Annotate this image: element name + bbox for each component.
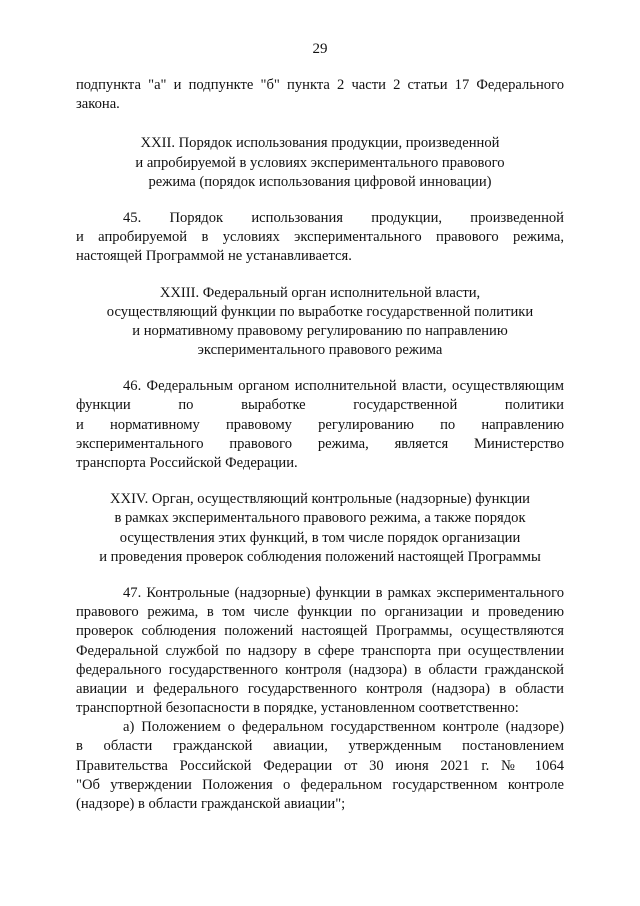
section-heading-23	[76, 284, 564, 361]
heading-line: экспериментального правового режима	[197, 342, 443, 359]
heading-line: осуществляющий функции по выработке государственной политики	[106, 303, 534, 320]
text-line: в области гражданской авиации, утвержденным постановлением	[76, 738, 564, 755]
document-body	[76, 76, 564, 814]
text-line: правового режима, в том числе функции по организации и проведению	[76, 604, 564, 621]
text-line: и апробируемой в условиях экспериментального правового режима,	[76, 229, 564, 246]
paragraph-47	[76, 584, 564, 718]
heading-line: осуществления этих функций, в том числе порядок организации	[119, 529, 521, 546]
text-line: 47. Контрольные (надзорные) функции в рамках экспериментального	[123, 584, 564, 601]
page-number: 29	[312, 41, 328, 57]
heading-line: XXII. Порядок использования продукции, произведенной	[140, 135, 500, 152]
text-line: подпункта "а" и подпункте "б" пункта 2 части 2 статьи 17 Федерального	[76, 77, 564, 93]
text-line: федерального государственного контроля (надзора) в области гражданской	[76, 661, 564, 678]
paragraph-46	[76, 377, 564, 473]
text-line: авиации и федерального государственного контроля (надзора) в области	[76, 680, 564, 697]
text-line: Правительства Российской Федерации от 30 июня 2021 г. № 1064	[76, 757, 564, 774]
text-line: 45. Порядок использования продукции, произведенной	[123, 209, 564, 226]
paragraph-45	[76, 209, 564, 267]
section-heading-24	[76, 490, 564, 567]
text-line: настоящей Программой не устанавливается.	[76, 248, 352, 265]
text-line: 46. Федеральным органом исполнительной власти, осуществляющим	[123, 378, 564, 395]
text-line: а) Положением о федеральном государственном контроле (надзоре)	[123, 719, 564, 736]
text-line: транспорта Российской Федерации.	[76, 455, 298, 471]
subparagraph-a	[76, 718, 564, 814]
text-line: функции по выработке государственной политики	[76, 397, 564, 414]
heading-line: и нормативному правовому регулированию по направлению	[132, 322, 508, 339]
heading-line: режима (порядок использования цифровой инновации)	[148, 173, 492, 190]
section-heading-22	[76, 134, 564, 192]
text-line: экспериментального правового режима, является Министерство	[76, 435, 564, 452]
text-line: закона.	[76, 96, 120, 113]
text-line: "Об утверждении Положения о федеральном государственном контроле	[76, 776, 564, 793]
text-line: (надзоре) в области гражданской авиации";	[76, 796, 346, 812]
heading-line: XXIII. Федеральный орган исполнительной власти,	[159, 284, 481, 301]
text-line: транспортной безопасности в порядке, установленном соответственно:	[76, 700, 519, 717]
heading-line: и апробируемой в условиях экспериментального правового	[135, 154, 505, 171]
heading-line: XXIV. Орган, осуществляющий контрольные (надзорные) функции	[109, 491, 530, 508]
heading-line: в рамках экспериментального правового режима, а также порядок	[114, 510, 526, 527]
intro-paragraph	[76, 76, 564, 114]
heading-line: и проведения проверок соблюдения положений настоящей Программы	[99, 548, 541, 565]
text-line: Федеральной службой по надзору в сфере транспорта при осуществлении	[76, 642, 564, 659]
text-line: и нормативному правовому регулированию по направлению	[76, 416, 564, 433]
text-line: проверок соблюдения положений настоящей Программы, осуществляются	[76, 623, 564, 640]
